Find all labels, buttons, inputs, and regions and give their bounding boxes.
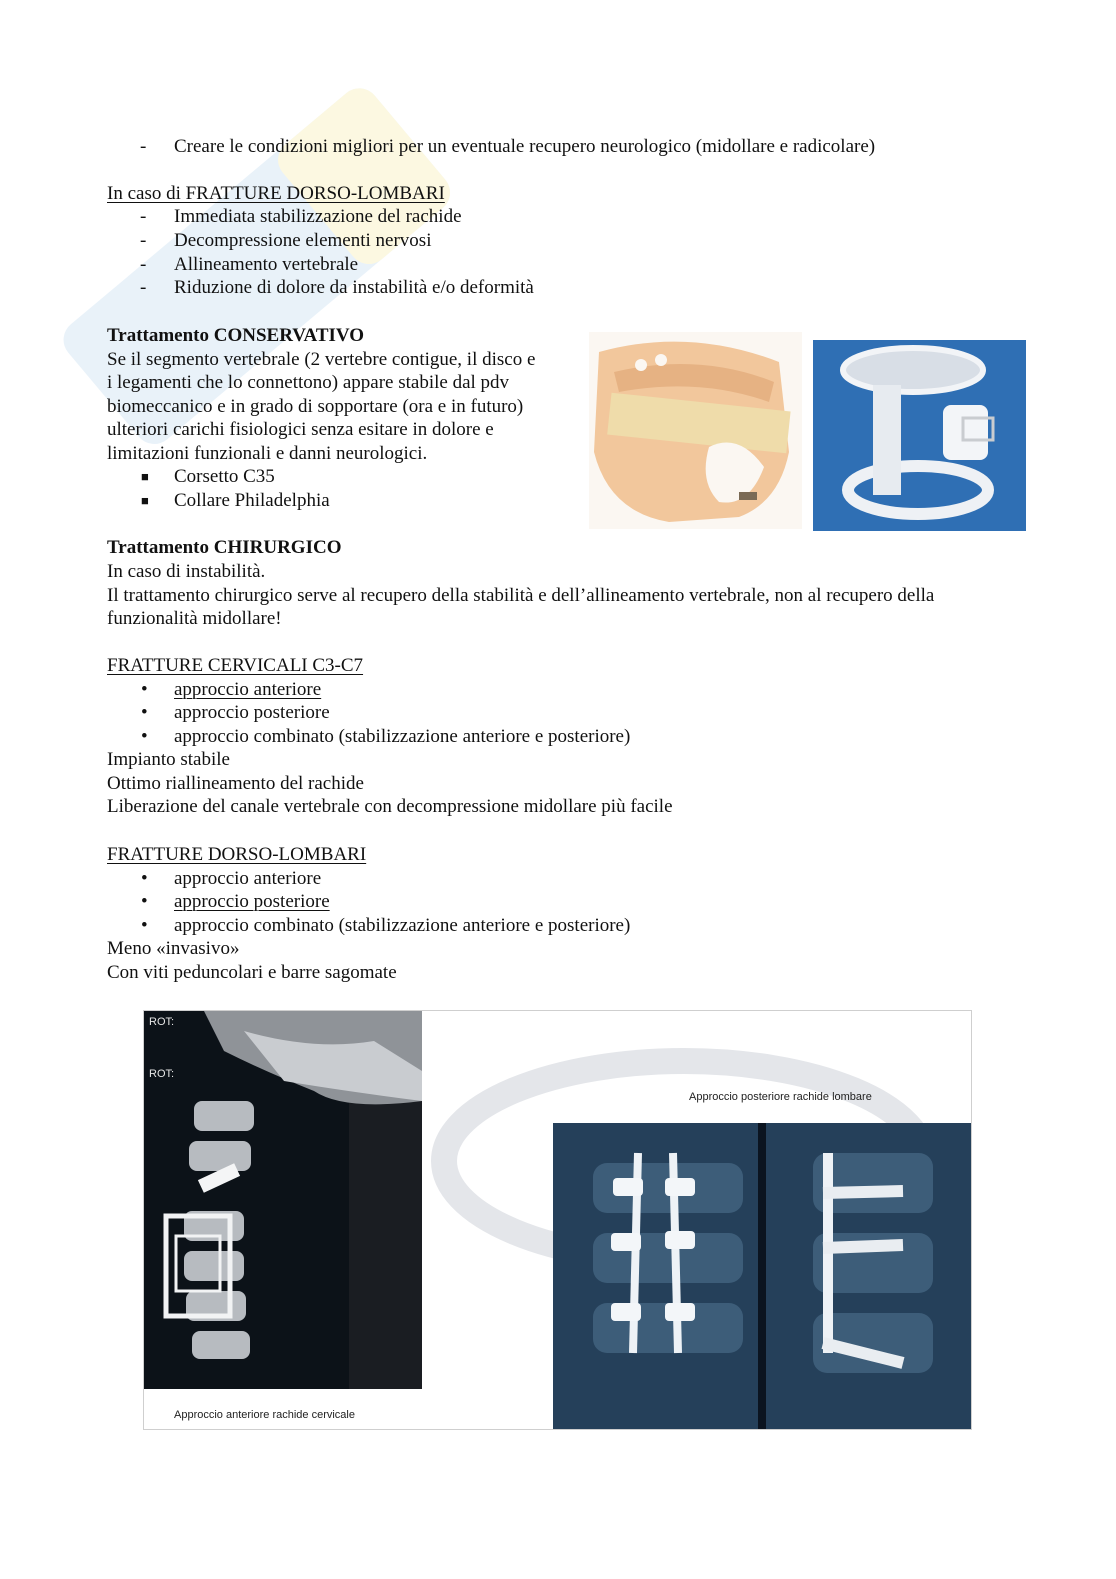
paragraph-line: limitazioni funzionali e danni neurologici. xyxy=(107,443,428,464)
dash-bullet: - xyxy=(140,277,147,298)
list-item: approccio combinato (stabilizzazione anteriore e posteriore) xyxy=(174,726,631,747)
list-item: approccio posteriore xyxy=(174,891,330,912)
round-bullet: • xyxy=(141,915,148,936)
caption-lumbar: Approccio posteriore rachide lombare xyxy=(689,1091,872,1103)
list-item: approccio anteriore xyxy=(174,679,322,700)
list-item: Collare Philadelphia xyxy=(174,490,330,511)
dash-bullet: - xyxy=(140,230,147,251)
round-bullet: • xyxy=(141,726,148,747)
section-heading: FRATTURE DORSO-LOMBARI xyxy=(107,844,367,865)
xray-figure xyxy=(143,1010,972,1430)
list-item: approccio posteriore xyxy=(174,702,330,723)
lumbar-xray-image xyxy=(553,1123,971,1429)
round-bullet: • xyxy=(141,868,148,889)
paragraph-line: Il trattamento chirurgico serve al recupero della stabilità e dell’allineamento vertebrale, non al recupero della xyxy=(107,585,935,606)
round-bullet: • xyxy=(141,891,148,912)
paragraph-line: funzionalità midollare! xyxy=(107,608,282,629)
caption-cervical: Approccio anteriore rachide cervicale xyxy=(174,1409,355,1421)
paragraph-line: Ottimo riallineamento del rachide xyxy=(107,773,364,794)
paragraph-line: Meno «invasivo» xyxy=(107,938,240,959)
svg-text:ROT:: ROT: xyxy=(149,1016,175,1028)
square-bullet: ■ xyxy=(141,469,149,484)
dash-bullet: - xyxy=(140,254,147,275)
list-item: Decompressione elementi nervosi xyxy=(174,230,432,251)
cervical-xray-image xyxy=(144,1011,422,1389)
c35-brace-image xyxy=(813,340,1026,531)
philadelphia-collar-image xyxy=(589,332,802,529)
xray-overlay-label: ROT: xyxy=(149,1068,175,1080)
intro-item: Creare le condizioni migliori per un eventuale recupero neurologico (midollare e radicolare) xyxy=(174,136,876,157)
list-item: Riduzione di dolore da instabilità e/o deformità xyxy=(174,277,534,298)
section-heading: In caso di FRATTURE DORSO-LOMBARI xyxy=(107,183,445,204)
list-item: approccio anteriore xyxy=(174,868,322,889)
dash-bullet: - xyxy=(140,136,147,157)
paragraph-line: Con viti peduncolari e barre sagomate xyxy=(107,962,397,983)
square-bullet: ■ xyxy=(141,493,149,508)
paragraph-line: ulteriori carichi fisiologici senza esitare in dolore e xyxy=(107,419,494,440)
list-item: Allineamento vertebrale xyxy=(174,254,359,275)
paragraph-line: i legamenti che lo connettono) appare stabile dal pdv xyxy=(107,372,510,393)
section-heading: FRATTURE CERVICALI C3-C7 xyxy=(107,655,364,676)
paragraph-line: Impianto stabile xyxy=(107,749,230,770)
dash-bullet: - xyxy=(140,206,147,227)
round-bullet: • xyxy=(141,702,148,723)
paragraph-line: Liberazione del canale vertebrale con decompressione midollare più facile xyxy=(107,796,673,817)
round-bullet: • xyxy=(141,679,148,700)
section-heading: Trattamento CHIRURGICO xyxy=(107,537,342,558)
paragraph-line: In caso di instabilità. xyxy=(107,561,266,582)
paragraph-line: biomeccanico e in grado di sopportare (ora e in futuro) xyxy=(107,396,524,417)
section-heading: Trattamento CONSERVATIVO xyxy=(107,325,365,346)
paragraph-line: Se il segmento vertebrale (2 vertebre contigue, il disco e xyxy=(107,349,536,370)
list-item: Corsetto C35 xyxy=(174,466,275,487)
list-item: approccio combinato (stabilizzazione anteriore e posteriore) xyxy=(174,915,631,936)
list-item: Immediata stabilizzazione del rachide xyxy=(174,206,462,227)
